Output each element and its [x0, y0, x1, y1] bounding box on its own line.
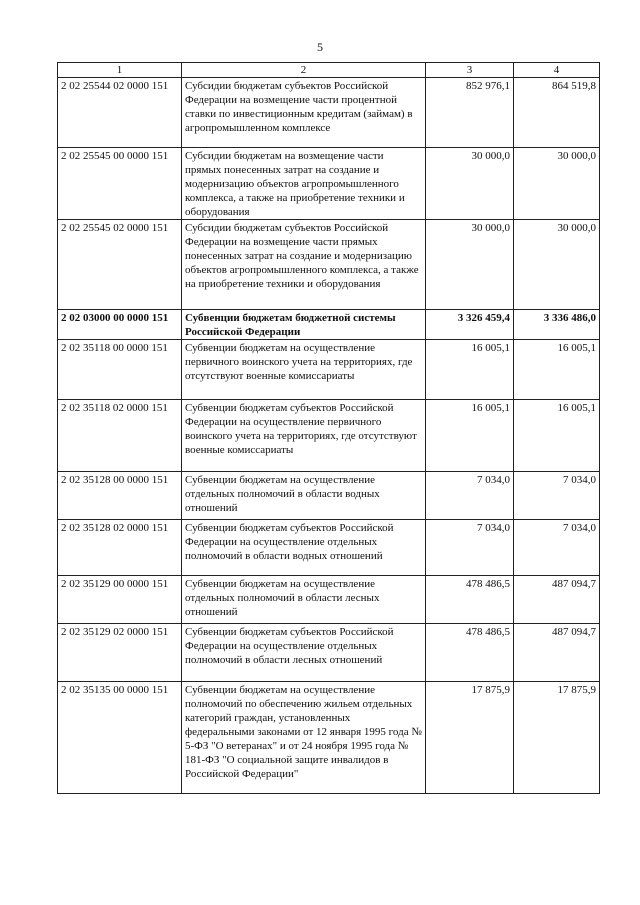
table-row [58, 576, 600, 624]
value-col3: 3 326 459,4 [426, 310, 514, 340]
budget-code: 2 02 25544 02 0000 151 [58, 78, 182, 148]
value-col3: 30 000,0 [426, 148, 514, 220]
value-col4: 30 000,0 [514, 148, 600, 220]
budget-item-name: Субвенции бюджетам на осуществление отдельных полномочий в области лесных отношений [182, 576, 426, 624]
column-header: 4 [514, 63, 600, 78]
budget-code: 2 02 25545 02 0000 151 [58, 220, 182, 310]
value-col4: 30 000,0 [514, 220, 600, 310]
budget-code: 2 02 25545 00 0000 151 [58, 148, 182, 220]
budget-item-name: Субсидии бюджетам субъектов Российской Федерации на возмещение части прямых понесенных затрат на создание и модернизацию объектов агропромышленного комплекса, а также на приобретение техники и оборудования [182, 220, 426, 310]
value-col3: 478 486,5 [426, 576, 514, 624]
budget-item-name: Субвенции бюджетам субъектов Российской Федерации на осуществление отдельных полномочий в области лесных отношений [182, 624, 426, 682]
budget-item-name: Субвенции бюджетам на осуществление отдельных полномочий в области водных отношений [182, 472, 426, 520]
value-col3: 478 486,5 [426, 624, 514, 682]
table-row [58, 220, 600, 310]
budget-code: 2 02 03000 00 0000 151 [58, 310, 182, 340]
value-col3: 7 034,0 [426, 472, 514, 520]
budget-code: 2 02 35129 02 0000 151 [58, 624, 182, 682]
budget-item-name: Субвенции бюджетам на осуществление первичного воинского учета на территориях, где отсутствуют военные комиссариаты [182, 340, 426, 400]
value-col3: 852 976,1 [426, 78, 514, 148]
budget-code: 2 02 35135 00 0000 151 [58, 682, 182, 794]
value-col4: 16 005,1 [514, 400, 600, 472]
budget-item-name: Субсидии бюджетам на возмещение части прямых понесенных затрат на создание и модернизацию объектов агропромышленного комплекса, а также на приобретение техники и оборудования [182, 148, 426, 220]
value-col4: 7 034,0 [514, 472, 600, 520]
page-number: 5 [317, 40, 323, 54]
table-row [58, 520, 600, 576]
value-col4: 3 336 486,0 [514, 310, 600, 340]
table-row [58, 400, 600, 472]
table-row [58, 682, 600, 794]
value-col3: 16 005,1 [426, 400, 514, 472]
table-row [58, 310, 600, 340]
value-col3: 16 005,1 [426, 340, 514, 400]
value-col4: 17 875,9 [514, 682, 600, 794]
column-header: 2 [182, 63, 426, 78]
header-row [58, 63, 600, 78]
budget-code: 2 02 35129 00 0000 151 [58, 576, 182, 624]
budget-code: 2 02 35128 00 0000 151 [58, 472, 182, 520]
column-header: 1 [58, 63, 182, 78]
value-col3: 17 875,9 [426, 682, 514, 794]
budget-code: 2 02 35128 02 0000 151 [58, 520, 182, 576]
table-row [58, 78, 600, 148]
budget-table [57, 62, 600, 794]
column-header: 3 [426, 63, 514, 78]
value-col4: 487 094,7 [514, 624, 600, 682]
table-row [58, 340, 600, 400]
budget-item-name: Субвенции бюджетам субъектов Российской Федерации на осуществление отдельных полномочий в области водных отношений [182, 520, 426, 576]
value-col4: 864 519,8 [514, 78, 600, 148]
budget-item-name: Субвенции бюджетам бюджетной системы Российской Федерации [182, 310, 426, 340]
budget-item-name: Субсидии бюджетам субъектов Российской Федерации на возмещение части процентной ставки по инвестиционным кредитам (займам) в агропромышленном комплексе [182, 78, 426, 148]
budget-item-name: Субвенции бюджетам субъектов Российской Федерации на осуществление первичного воинского учета на территориях, где отсутствуют военные комиссариаты [182, 400, 426, 472]
budget-code: 2 02 35118 00 0000 151 [58, 340, 182, 400]
value-col3: 7 034,0 [426, 520, 514, 576]
value-col4: 7 034,0 [514, 520, 600, 576]
table-row [58, 148, 600, 220]
budget-code: 2 02 35118 02 0000 151 [58, 400, 182, 472]
table-row [58, 472, 600, 520]
value-col3: 30 000,0 [426, 220, 514, 310]
budget-item-name: Субвенции бюджетам на осуществление полномочий по обеспечению жильем отдельных категорий граждан, установленных федеральными законами от 12 января 1995 года № 5-ФЗ "О ветеранах" и от 24 ноября 1995 года № 181-ФЗ "О социальной защите инвалидов в Российской Федерации" [182, 682, 426, 794]
table-row [58, 624, 600, 682]
value-col4: 16 005,1 [514, 340, 600, 400]
value-col4: 487 094,7 [514, 576, 600, 624]
